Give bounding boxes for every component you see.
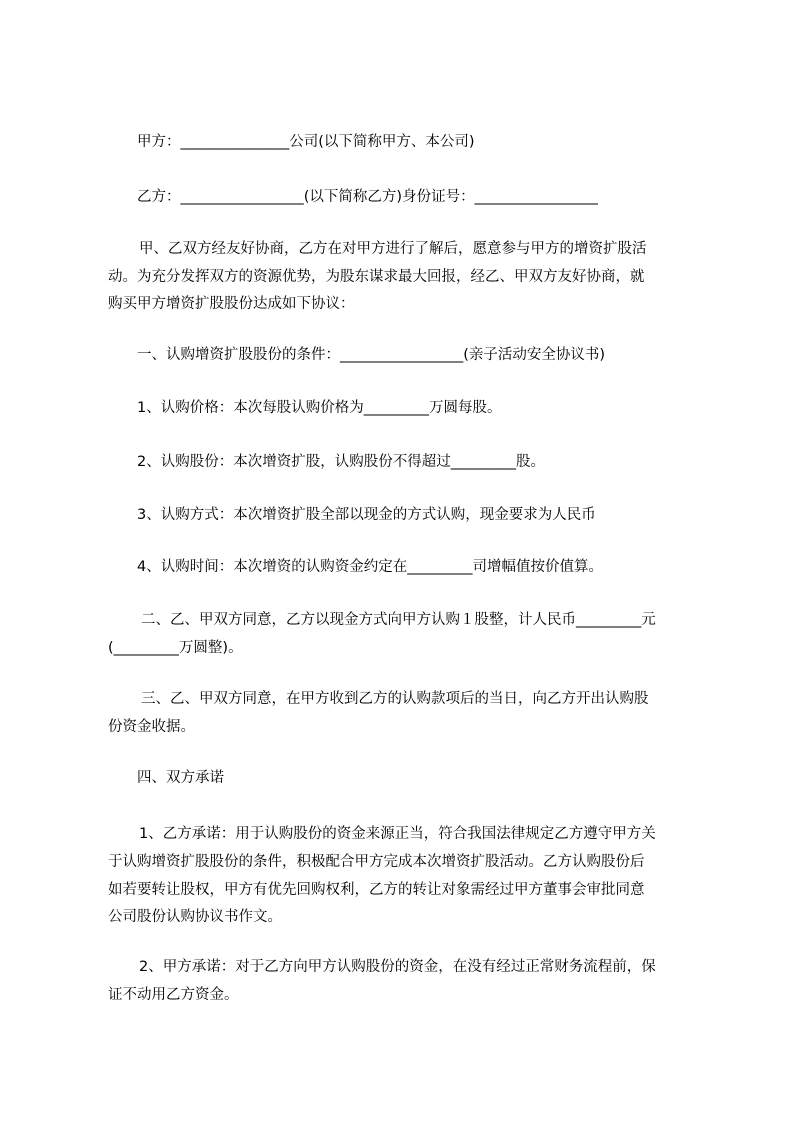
commitment-1-line-1: 1、乙方承诺：用于认购股份的资金来源正当，符合我国法律规定乙方遵守甲方关 (139, 826, 656, 842)
intro-paragraph-line-3: 购买甲方增资扩股股份达成如下协议： (108, 296, 355, 312)
item-1-price: 1、认购价格：本次每股认购价格为_________万圆每股。 (137, 400, 502, 416)
item-2-shares: 2、认购股份：本次增资扩股，认购股份不得超过_________股。 (137, 454, 545, 470)
section-2-line-1: 二、乙、甲双方同意，乙方以现金方式向甲方认购１股整，计人民币_________元 (141, 612, 656, 628)
section-1-heading: 一、认购增资扩股股份的条件：_________________(亲子活动安全协议书) (137, 347, 606, 363)
commitment-1-line-4: 公司股份认购协议书作文。 (108, 909, 282, 925)
item-4-time: 4、认购时间：本次增资的认购资金约定在_________司增幅值按价值算。 (137, 559, 603, 575)
commitment-1-line-2: 于认购增资扩股股份的条件，积极配合甲方完成本次增资扩股活动。乙方认购股份后 (108, 854, 645, 870)
section-3-line-2: 份资金收据。 (108, 719, 195, 735)
commitment-2-line-1: 2、甲方承诺：对于乙方向甲方认购股份的资金，在没有经过正常财务流程前，保 (139, 959, 656, 975)
section-4-heading: 四、双方承诺 (137, 770, 224, 786)
party-a-line: 甲方：_______________公司(以下简称甲方、本公司) (137, 134, 475, 150)
commitment-2-line-2: 证不动用乙方资金。 (108, 987, 239, 1003)
intro-paragraph-line-2: 动。为充分发挥双方的资源优势，为股东谋求最大回报，经乙、甲双方友好协商，就 (108, 269, 645, 285)
party-b-line: 乙方：_________________(以下简称乙方)身份证号：_________________ (137, 189, 598, 205)
intro-paragraph-line-1: 甲、乙双方经友好协商，乙方在对甲方进行了解后，愿意参与甲方的增资扩股活 (139, 241, 647, 257)
section-3-line-1: 三、乙、甲双方同意，在甲方收到乙方的认购款项后的当日，向乙方开出认购股 (141, 691, 649, 707)
section-2-line-2: (_________万圆整)。 (108, 640, 243, 656)
item-3-method: 3、认购方式：本次增资扩股全部以现金的方式认购，现金要求为人民币 (137, 507, 596, 523)
commitment-1-line-3: 如若要转让股权，甲方有优先回购权利，乙方的转让对象需经过甲方董事会审批同意 (108, 882, 645, 898)
